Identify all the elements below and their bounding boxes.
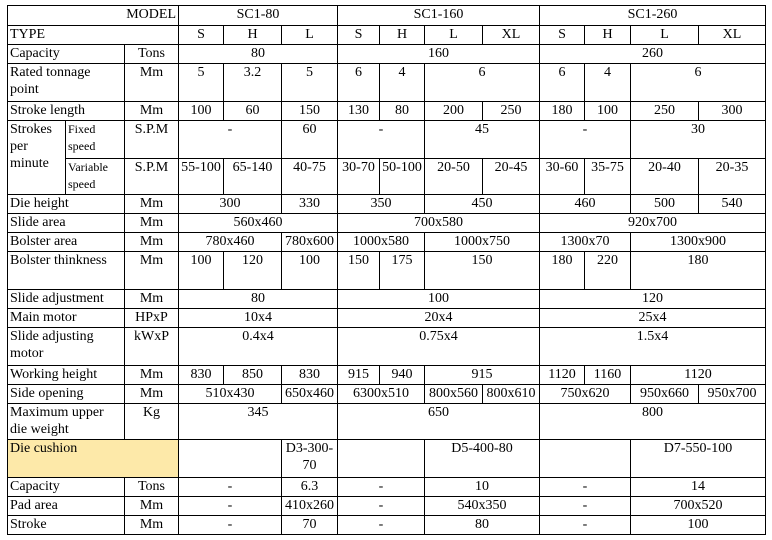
cell-value: 80 [179,290,338,309]
row-unit: Mm [125,102,179,121]
cell-value: 915 [425,366,540,385]
table-row [8,64,766,102]
cell-value: 510x430 [179,385,282,404]
cell-value: 65-140 [224,159,282,195]
cell-value: D7-550-100 [631,440,766,478]
cell-empty [179,440,282,478]
cell-value: D3-300-70 [282,440,338,478]
type-cell: S [338,26,380,45]
cell-value: 4 [380,64,425,102]
cell-value: 20-50 [425,159,483,195]
table-row [8,6,766,26]
cell-value: 950x660 [631,385,699,404]
cell-value: D5-400-80 [425,440,540,478]
row-unit: HPxP [125,309,179,328]
table-row [8,252,766,290]
cell-value: 30-60 [540,159,585,195]
cell-value: 160 [338,45,540,64]
cell-value: - [338,497,425,516]
row-unit: S.P.M [125,121,179,159]
cell-value: - [338,478,425,497]
cell-value: 540x350 [425,497,540,516]
cell-value: 1160 [585,366,631,385]
cell-value: 5 [282,64,338,102]
cell-value: 850 [224,366,282,385]
table-row [8,366,766,385]
cell-value: 0.4x4 [179,328,338,366]
cell-value: 20-40 [631,159,699,195]
row-unit: Kg [125,404,179,440]
cell-value: 4 [585,64,631,102]
model-name: SC1-80 [179,6,338,26]
cell-value: 410x260 [282,497,338,516]
cell-value: 345 [179,404,338,440]
row-unit: Mm [125,385,179,404]
spec-table [7,5,766,535]
row-label: Main motor [8,309,125,328]
cell-value: 80 [179,45,338,64]
cell-value: 300 [179,195,282,214]
cell-value: 80 [380,102,425,121]
cell-value: 460 [540,195,631,214]
model-name: SC1-260 [540,6,766,26]
table-row [8,404,766,440]
cell-value: 180 [631,252,766,290]
cell-value: 200 [425,102,483,121]
cell-value: 750x620 [540,385,631,404]
row-label: Strokes per minute [8,121,66,195]
spec-table-container [7,5,766,535]
cell-value: 100 [585,102,631,121]
table-row [8,195,766,214]
cell-value: 175 [380,252,425,290]
cell-value: 30-70 [338,159,380,195]
row-label: Slide area [8,214,125,233]
row-label: Working height [8,366,125,385]
table-row [8,328,766,366]
cell-value: 20-45 [483,159,540,195]
table-row [8,516,766,535]
cell-value: 6300x510 [338,385,425,404]
type-label: TYPE [8,26,179,45]
cell-value: 45 [425,121,540,159]
cell-value: 800x610 [483,385,540,404]
row-label: Capacity [8,478,125,497]
cell-value: 915 [338,366,380,385]
cell-value: 35-75 [585,159,631,195]
table-row [8,102,766,121]
cell-value: 70 [282,516,338,535]
die-cushion-label: Die cushion [8,440,179,478]
cell-value: 100 [282,252,338,290]
cell-value: - [540,121,631,159]
cell-value: 1120 [540,366,585,385]
row-label: Stroke length [8,102,125,121]
cell-value: 20x4 [338,309,540,328]
type-cell: H [585,26,631,45]
cell-value: 50-100 [380,159,425,195]
row-unit: Mm [125,214,179,233]
type-cell: XL [699,26,766,45]
cell-value: 950x700 [699,385,766,404]
cell-value: 60 [224,102,282,121]
cell-value: 100 [338,290,540,309]
cell-value: 800x560 [425,385,483,404]
table-row [8,26,766,45]
cell-value: 100 [179,102,224,121]
table-row [8,440,766,478]
cell-value: 30 [631,121,766,159]
cell-value: 100 [631,516,766,535]
cell-value: 6.3 [282,478,338,497]
cell-value: 3.2 [224,64,282,102]
cell-value: - [540,516,631,535]
cell-value: 25x4 [540,309,766,328]
cell-value: 1120 [631,366,766,385]
cell-value: 350 [338,195,425,214]
row-unit: Mm [125,64,179,102]
row-unit: S.P.M [125,159,179,195]
type-cell: XL [483,26,540,45]
row-unit: Mm [125,366,179,385]
row-label: Bolster thinkness [8,252,125,290]
row-unit: Mm [125,195,179,214]
cell-value: 700x520 [631,497,766,516]
cell-value: - [179,478,282,497]
cell-value: 6 [425,64,540,102]
row-label: Bolster area [8,233,125,252]
cell-value: 14 [631,478,766,497]
row-label: Side opening [8,385,125,404]
row-label: Capacity [8,45,125,64]
table-row [8,309,766,328]
cell-value: 700x580 [338,214,540,233]
cell-value: 540 [699,195,766,214]
cell-value: 830 [282,366,338,385]
cell-value: 1300x70 [540,233,631,252]
cell-value: 650 [338,404,540,440]
row-label: Slide adjustment [8,290,125,309]
row-label: Maximum upper die weight [8,404,125,440]
cell-value: 150 [425,252,540,290]
row-unit: Mm [125,233,179,252]
cell-value: - [179,121,282,159]
cell-value: 220 [585,252,631,290]
cell-value: 940 [380,366,425,385]
cell-value: 180 [540,252,585,290]
row-unit: Tons [125,478,179,497]
cell-value: 40-75 [282,159,338,195]
cell-value: 920x700 [540,214,766,233]
cell-value: 450 [425,195,540,214]
type-cell: H [224,26,282,45]
cell-empty [540,440,631,478]
cell-value: 0.75x4 [338,328,540,366]
cell-value: 6 [338,64,380,102]
cell-value: 55-100 [179,159,224,195]
cell-value: - [179,516,282,535]
cell-value: 5 [179,64,224,102]
cell-value: 250 [631,102,699,121]
row-label: Stroke [8,516,125,535]
row-label: Die height [8,195,125,214]
cell-value: 330 [282,195,338,214]
cell-value: 130 [338,102,380,121]
row-sublabel: Fixed speed [66,121,125,159]
cell-value: 1.5x4 [540,328,766,366]
cell-value: 1000x750 [425,233,540,252]
cell-value: 260 [540,45,766,64]
row-label: Pad area [8,497,125,516]
cell-value: 20-35 [699,159,766,195]
cell-value: 300 [699,102,766,121]
table-row [8,214,766,233]
cell-value: 1300x900 [631,233,766,252]
row-label: Rated tonnage point [8,64,125,102]
cell-value: 830 [179,366,224,385]
table-row [8,45,766,64]
cell-value: 10 [425,478,540,497]
model-label: MODEL [8,6,179,26]
cell-value: - [338,121,425,159]
row-unit: Mm [125,290,179,309]
type-cell: S [179,26,224,45]
model-name: SC1-160 [338,6,540,26]
cell-value: - [179,497,282,516]
cell-value: 180 [540,102,585,121]
cell-value: 6 [631,64,766,102]
cell-value: 150 [338,252,380,290]
cell-value: 1000x580 [338,233,425,252]
type-cell: L [425,26,483,45]
table-row [8,233,766,252]
cell-value: 60 [282,121,338,159]
type-cell: S [540,26,585,45]
row-unit: Mm [125,252,179,290]
cell-value: - [540,478,631,497]
cell-value: 10x4 [179,309,338,328]
cell-value: 650x460 [282,385,338,404]
cell-value: 80 [425,516,540,535]
cell-value: - [338,516,425,535]
type-cell: H [380,26,425,45]
cell-value: 120 [540,290,766,309]
table-row [8,159,766,195]
cell-value: 150 [282,102,338,121]
cell-value: 560x460 [179,214,338,233]
type-cell: L [282,26,338,45]
row-label: Slide adjusting motor [8,328,125,366]
cell-value: 120 [224,252,282,290]
cell-value: 780x600 [282,233,338,252]
cell-value: 800 [540,404,766,440]
row-unit: kWxP [125,328,179,366]
cell-value: 100 [179,252,224,290]
type-cell: L [631,26,699,45]
row-unit: Mm [125,497,179,516]
cell-value: 500 [631,195,699,214]
table-row [8,478,766,497]
cell-value: - [540,497,631,516]
table-row [8,290,766,309]
cell-empty [338,440,425,478]
table-row [8,497,766,516]
cell-value: 6 [540,64,585,102]
row-sublabel: Variable speed [66,159,125,195]
table-row [8,121,766,159]
row-unit: Tons [125,45,179,64]
cell-value: 250 [483,102,540,121]
cell-value: 780x460 [179,233,282,252]
row-unit: Mm [125,516,179,535]
table-row [8,385,766,404]
